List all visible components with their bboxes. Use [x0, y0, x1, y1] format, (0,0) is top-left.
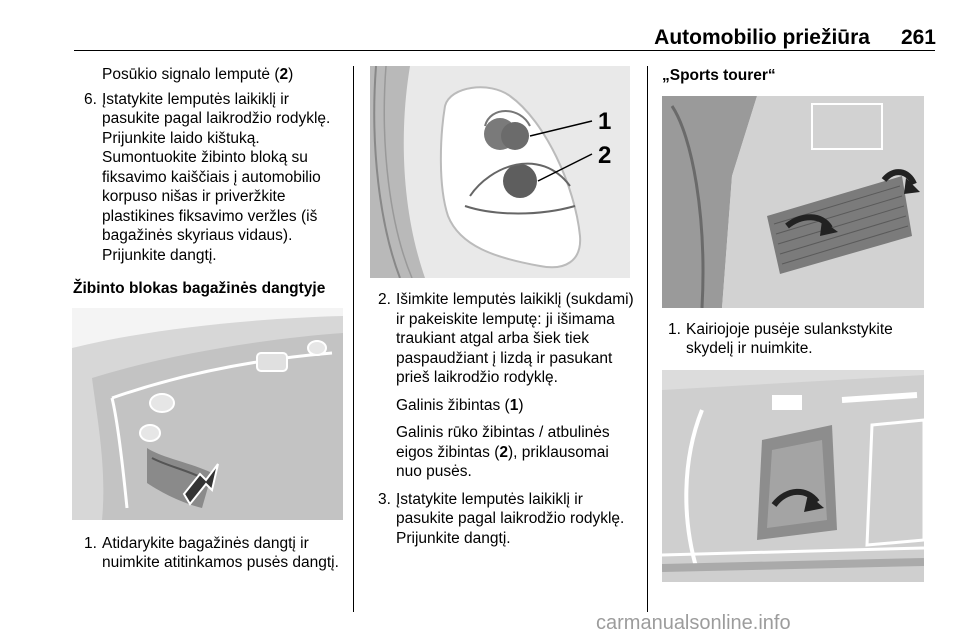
- step-3: 3. Įstatykite lemputės laikiklį ir pasukite pagal laikrodžio rodyklę. Prijunkite dangtį.: [372, 490, 638, 549]
- tailgate-illustration: [72, 308, 343, 520]
- callout-1: 1: [598, 108, 612, 135]
- column-2: [372, 60, 638, 548]
- callout-2: 2: [598, 142, 612, 169]
- watermark: carmanualsonline.info: [596, 612, 791, 634]
- sports-tourer-heading: „Sports tourer“: [662, 67, 776, 84]
- chapter-title: Automobilio priežiūra: [654, 26, 870, 49]
- column-divider-left: [353, 66, 354, 612]
- step-1-left-text: Atidarykite bagažinės dangtį ir nuimkite atitinkamos pusės dangtį.: [102, 534, 339, 571]
- step-6-text: Įstatykite lemputės laikiklį ir pasukite pagal laikrodžio rodyklę. Prijunkite laido kištuką. Sumontuokite žibinto bloką su fiksavimo kaiščiais į automobilio korpuso nišas ir priveržkite plastikines fiksavimo veržles (iš bagažinės skyriaus vidaus). Prijunkite dangtį.: [102, 90, 331, 264]
- step-1-right: 1. Kairiojoje pusėje sulankstykite skydelį ir nuimkite.: [662, 320, 927, 359]
- step-1-right-text: Kairiojoje pusėje sulankstykite skydelį ir nuimkite.: [686, 320, 893, 357]
- trunk-panel-illustration: [662, 96, 924, 308]
- step-2-text: Išimkite lemputės laikiklį (sukdami) ir pakeiskite lemputę: ji išimama traukiant atgal arba šiek tiek paspaudžiant į lizdą ir pasukant prieš laikrodžio rodyklę.: [396, 291, 634, 386]
- bulb-holder-illustration: [370, 66, 630, 278]
- page-number: 261: [900, 26, 936, 49]
- column-1: [73, 60, 340, 573]
- step-6: 6. Įstatykite lemputės laikiklį ir pasukite pagal laikrodžio rodyklę. Prijunkite laido kištuką. Sumontuokite žibinto bloką su fiksavimo kaiščiais į automobilio korpuso nišas ir priveržkite plastikines fiksavimo veržles (iš bagažinės skyriaus vidaus). Prijunkite dangtį.: [78, 90, 340, 266]
- fog-reverse-line: Galinis rūko žibintas / atbulinės eigos žibintas (2), priklausomai nuo pusės.: [396, 424, 610, 480]
- header-rule: [74, 50, 935, 51]
- turn-signal-line: Posūkio signalo lemputė (2): [102, 66, 294, 83]
- folded-panel-illustration: [662, 370, 924, 582]
- step-3-text: Įstatykite lemputės laikiklį ir pasukite pagal laikrodžio rodyklę. Prijunkite dangtį.: [396, 490, 625, 547]
- step-1-left: 1. Atidarykite bagažinės dangtį ir nuimkite atitinkamos pusės dangtį.: [84, 534, 339, 571]
- column-divider-right: [647, 66, 648, 612]
- section-heading: Žibinto blokas bagažinės dangtyje: [73, 280, 326, 297]
- rear-light-line: Galinis žibintas (1): [396, 396, 524, 414]
- column-3: [662, 60, 927, 582]
- step-2: 2. Išimkite lemputės laikiklį (sukdami) ir pakeiskite lemputę: ji išimama traukiant atgal arba šiek tiek paspaudžiant į lizdą ir pasukant prieš laikrodžio rodyklę.: [372, 290, 638, 388]
